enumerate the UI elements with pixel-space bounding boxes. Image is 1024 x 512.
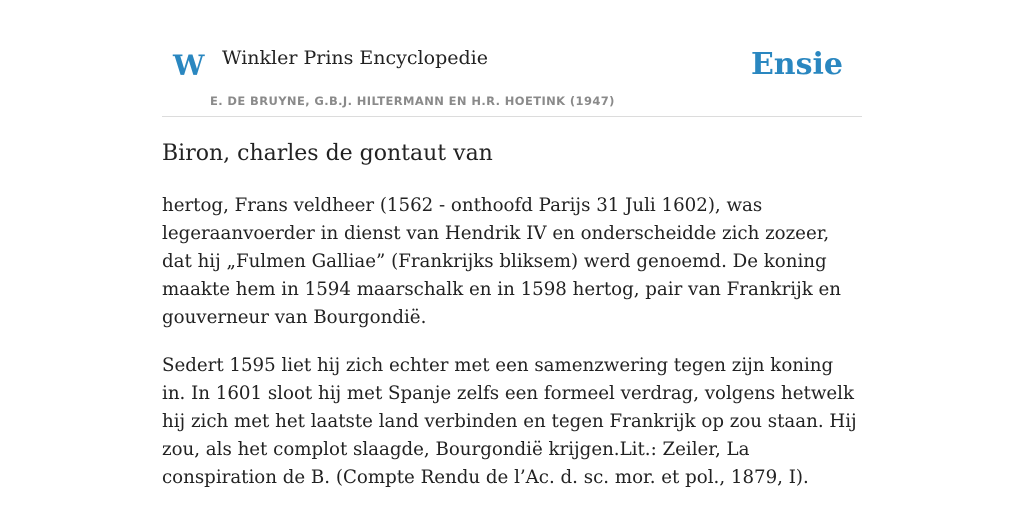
encyclopedia-authors: E. DE BRUYNE, G.B.J. HILTERMANN EN H.R. HOETINK (1947) (210, 94, 615, 108)
site-header (162, 0, 862, 117)
encyclopedia-title[interactable]: Winkler Prins Encyclopedie (222, 47, 488, 69)
entry-body (162, 192, 862, 512)
entry-paragraph-2: Sedert 1595 liet hij zich echter met een samenzwering tegen zijn koning in. In 1601 sloot hij met Spanje zelfs een formeel verdrag, volgens hetwelk hij zich met het laatste land verbinden en tegen Frankrijk op zou staan. Hij zou, als het complot slaagde, Bourgondië krijgen.Lit.: Zeiler, La conspiration de B. (Compte Rendu de l’Ac. d. sc. mor. et pol., 1879, I). (162, 355, 857, 488)
ensie-brand-link[interactable]: Ensie (750, 47, 843, 82)
winkler-prins-logo[interactable]: W (173, 49, 205, 82)
entry-title: Biron, charles de gontaut van (162, 141, 493, 166)
entry-paragraph-1: hertog, Frans veldheer (1562 - onthoofd Parijs 31 Juli 1602), was legeraanvoerder in dienst van Hendrik IV en onderscheidde zich zozeer, dat hij „Fulmen Galliae” (Frankrijks bliksem) werd genoemd. De koning maakte hem in 1594 maarschalk en in 1598 hertog, pair van Frankrijk en gouverneur van Bourgondië. (162, 195, 841, 328)
